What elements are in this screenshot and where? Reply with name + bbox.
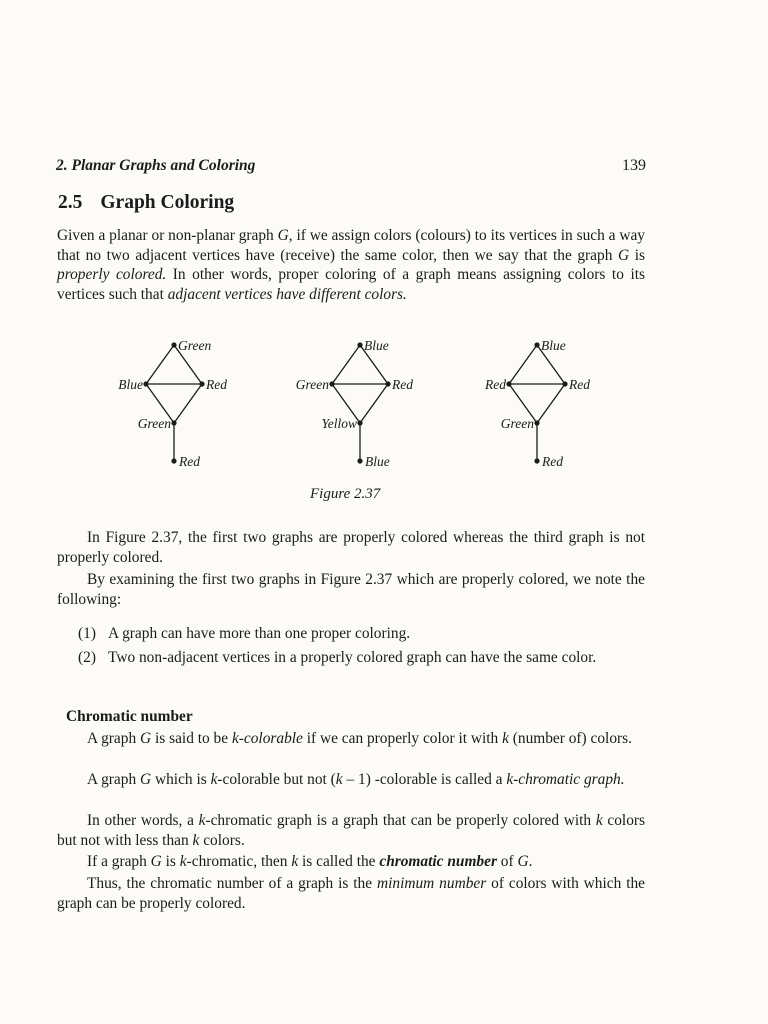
vertex-bottom	[534, 420, 539, 425]
label-tail: Blue	[365, 454, 390, 469]
label-left: Blue	[118, 377, 143, 392]
intro-paragraph: Given a planar or non-planar graph G, if we assign colors (colours) to its vertices in such a way that no two adjacent vertices have (receive) the same color, then we say that the graph G is properly colored. In other words, proper coloring of a graph means assigning colors to its vertices such that adjacent vertices have different colors.	[57, 227, 645, 303]
label-right: Red	[206, 377, 227, 392]
label-bottom: Green	[137, 416, 171, 431]
paragraph-figure-discussion: In Figure 2.37, the first two graphs are properly colored whereas the third graph is not properly colored.	[57, 529, 645, 566]
label-right: Red	[569, 377, 590, 392]
vertex-top	[534, 342, 539, 347]
paragraph-k-chromatic-definition: In other words, a k-chromatic graph is a graph that can be properly colored with k colors but not with less than k colors.	[57, 812, 646, 849]
vertex-bottom	[171, 420, 176, 425]
page-number: 139	[622, 157, 646, 174]
vertex-tail	[357, 458, 362, 463]
vertex-left	[506, 381, 511, 386]
label-top: Blue	[541, 338, 566, 353]
list-item-2: (2) Two non-adjacent vertices in a properly colored graph can have the same color.	[78, 649, 597, 666]
label-top: Green	[178, 338, 212, 353]
vertex-left	[329, 381, 334, 386]
vertex-left	[143, 381, 148, 386]
chapter-title: 2. Planar Graphs and Coloring	[56, 157, 256, 174]
label-tail: Red	[542, 454, 563, 469]
vertex-top	[171, 342, 176, 347]
label-bottom: Yellow	[321, 416, 357, 431]
graph-2	[296, 338, 413, 469]
figure-2-37	[100, 333, 620, 483]
label-left: Red	[485, 377, 506, 392]
paragraph-k-colorable: A graph G is said to be k-colorable if we can properly color it with k (number of) colors.	[87, 730, 632, 747]
label-right: Red	[392, 377, 413, 392]
paragraph-chromatic-summary: Thus, the chromatic number of a graph is the minimum number of colors with which the graph can be properly colored.	[57, 875, 646, 912]
paragraph-k-chromatic-graph: A graph G which is k-colorable but not (k – 1) -colorable is called a k-chromatic graph.	[87, 771, 625, 788]
label-top: Blue	[364, 338, 389, 353]
vertex-right	[562, 381, 567, 386]
section-title: Graph Coloring	[100, 192, 235, 213]
list-item-1: (1) A graph can have more than one proper coloring.	[78, 625, 411, 642]
vertex-right	[199, 381, 204, 386]
vertex-tail	[171, 458, 176, 463]
section-number: 2.5	[58, 192, 83, 213]
running-head	[56, 157, 646, 179]
chromatic-number-heading: Chromatic number	[66, 708, 193, 725]
vertex-top	[357, 342, 362, 347]
paragraph-observations-intro: By examining the first two graphs in Figure 2.37 which are properly colored, we note the following:	[57, 571, 645, 608]
label-bottom: Green	[500, 416, 534, 431]
paragraph-chromatic-number: If a graph G is k-chromatic, then k is called the chromatic number of G.	[87, 853, 533, 870]
graph-figure	[100, 333, 620, 483]
label-tail: Red	[179, 454, 200, 469]
section-heading	[58, 192, 234, 214]
vertex-tail	[534, 458, 539, 463]
vertex-right	[385, 381, 390, 386]
figure-caption: Figure 2.37	[310, 486, 381, 502]
label-left: Green	[295, 377, 329, 392]
graph-1	[118, 338, 227, 469]
graph-3	[484, 338, 590, 469]
vertex-bottom	[357, 420, 362, 425]
